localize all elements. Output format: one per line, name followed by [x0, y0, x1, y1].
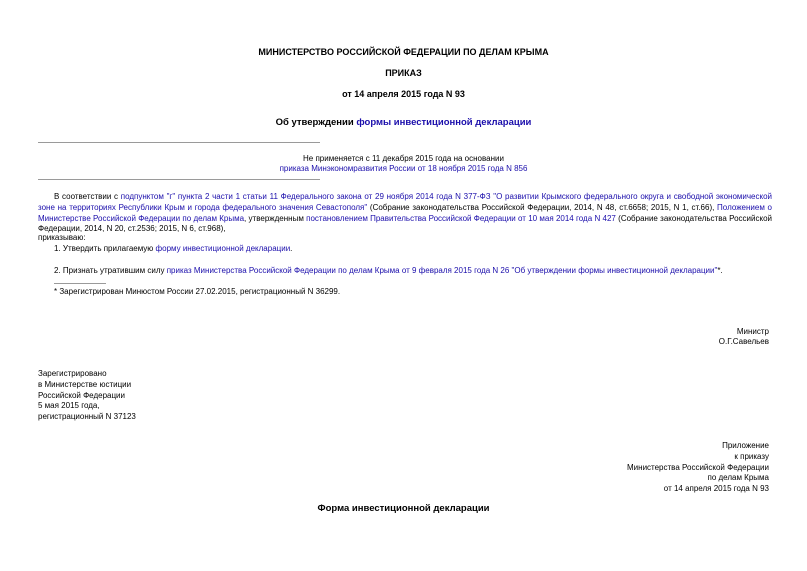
preamble-text-2: (Собрание законодательства Российской Федерации, 2014, N 48, ст.6658; 2015, N 1, ст.66),: [367, 202, 718, 212]
doc-subject: [0, 117, 807, 130]
footnote-text: * Зарегистрирован Минюстом России 27.02.2015, регистрационный N 36299.: [54, 287, 341, 296]
preamble-paragraph: [38, 192, 772, 235]
notice-link[interactable]: приказа Минэкономразвития России от 18 ноября 2015 года N 856: [279, 164, 528, 173]
subject-link[interactable]: формы инвестиционной декларации: [356, 117, 532, 128]
item2-text-1: 2. Признать утратившим силу: [54, 266, 167, 275]
preamble-link-resolution[interactable]: постановлением Правительства Российской Федерации от 10 мая 2014 года N 427: [306, 213, 616, 223]
signature-name: О.Г.Савельев: [718, 337, 769, 346]
ministry-title: МИНИСТЕРСТВО РОССИЙСКОЙ ФЕДЕРАЦИИ ПО ДЕЛАМ КРЫМА: [258, 47, 549, 57]
registration-line: Российской Федерации: [38, 390, 125, 400]
appendix-line: к приказу: [734, 451, 769, 461]
notice-rule-bottom: [38, 179, 320, 180]
notice-line2: [0, 164, 807, 175]
appendix-line: по делам Крыма: [707, 473, 769, 483]
item2-link[interactable]: приказ Министерства Российской Федерации по делам Крыма от 9 февраля 2015 года N 26 "Об утверждении формы инвестиционной декларации": [166, 266, 718, 275]
preamble-text-4: (Собрание законодательства Российской Федерации, 2014, N 20, ст.2536; 2015, N 6, ст.968),: [38, 213, 772, 234]
notice-line1: Не применяется с 11 декабря 2015 года на основании: [303, 154, 504, 163]
doc-type: ПРИКАЗ: [385, 68, 422, 78]
preamble-text-3: , утвержденным: [244, 213, 307, 223]
item1-text-2: .: [290, 244, 293, 253]
form-title: Форма инвестиционной декларации: [317, 503, 490, 514]
footnote-rule: [54, 283, 106, 284]
registration-line: 5 мая 2015 года,: [38, 401, 100, 411]
subject-prefix: Об утверждении: [275, 117, 357, 128]
preamble-text-1: В соответствии с: [54, 192, 121, 201]
order-item-1: [54, 244, 292, 255]
preamble-link-law[interactable]: подпунктом "г" пункта 2 части 1 статьи 11 Федерального закона от 29 ноября 2014 года N 377-ФЗ "О развитии Крымского федерального округа и свободной экономической зоне на территориях Республики Крым и города федерального значения Севастополя": [38, 192, 773, 212]
appendix-block: [627, 441, 769, 495]
appendix-line: Приложение: [722, 441, 769, 450]
item1-text-1: 1. Утвердить прилагаемую: [54, 244, 156, 253]
registration-block: [38, 369, 136, 423]
item1-link[interactable]: форму инвестиционной декларации: [155, 244, 291, 253]
registration-line: Зарегистрировано: [38, 369, 107, 378]
doc-date-number: от 14 апреля 2015 года N 93: [342, 89, 465, 99]
order-item-2: [54, 266, 723, 277]
appendix-line: Министерства Российской Федерации: [627, 462, 769, 472]
order-word: приказываю:: [38, 233, 86, 242]
appendix-line: от 14 апреля 2015 года N 93: [663, 484, 769, 494]
registration-line: регистрационный N 37123: [38, 412, 136, 422]
notice-rule-top: [38, 142, 320, 143]
preamble-link-regulation[interactable]: Положением о Министерстве Российской Федерации по делам Крыма: [38, 202, 772, 223]
registration-line: в Министерстве юстиции: [38, 379, 132, 389]
signature-position: Министр: [736, 327, 769, 336]
item2-text-2: *.: [717, 266, 723, 275]
